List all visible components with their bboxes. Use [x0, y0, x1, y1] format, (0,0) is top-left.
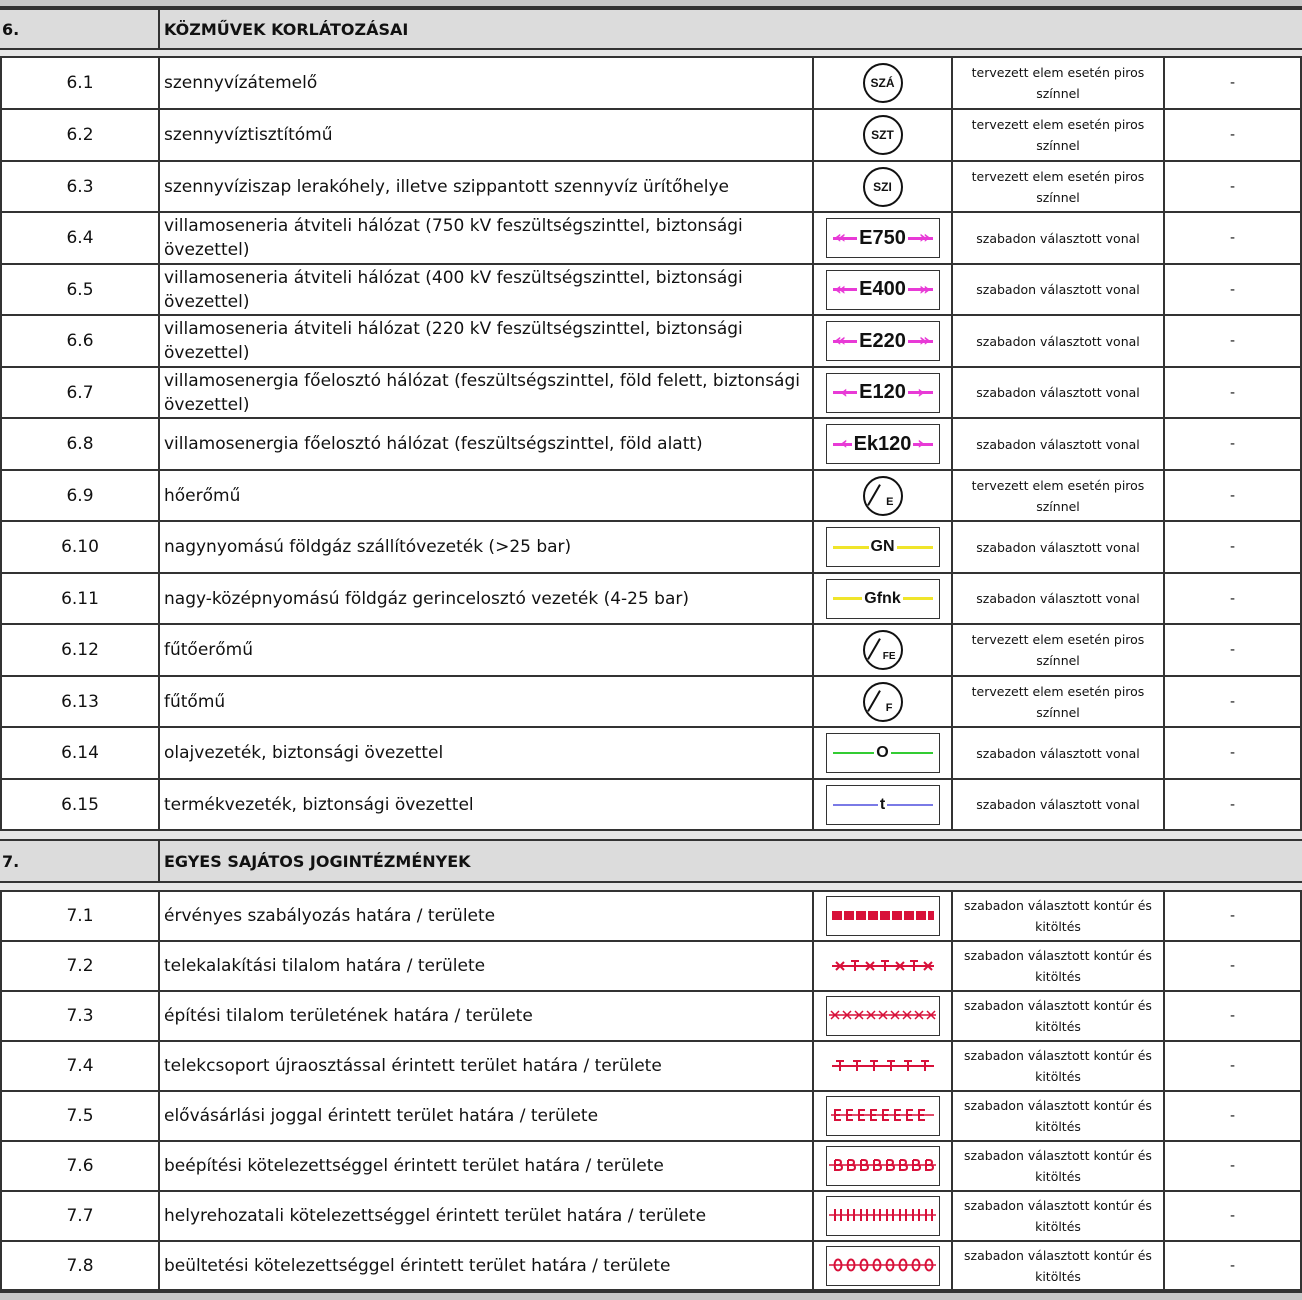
row-symbol [812, 522, 951, 572]
table-row [0, 1092, 1302, 1142]
row-extra: - [1163, 1142, 1302, 1190]
table-row [0, 677, 1302, 728]
sewage-pump-icon: SZÁ [863, 63, 903, 103]
row-name: beültetési kötelezettséggel érintett terület határa / területe [158, 1242, 812, 1289]
row-number: 6.13 [0, 677, 158, 726]
table-row [0, 471, 1302, 522]
row-symbol [812, 265, 951, 314]
row-symbol [812, 1142, 951, 1190]
row-number: 7.2 [0, 942, 158, 990]
table-row [0, 625, 1302, 677]
row-name: szennyvíztisztítómű [158, 110, 812, 160]
row-number: 6.14 [0, 728, 158, 778]
row-extra: - [1163, 728, 1302, 778]
preemption-right-boundary-icon [826, 1096, 940, 1136]
top-border [0, 0, 1302, 8]
row-description: tervezett elem esetén piros színnel [951, 110, 1163, 160]
building-ban-boundary-icon [826, 996, 940, 1036]
row-extra: - [1163, 1192, 1302, 1240]
row-description: szabadon választott kontúr és kitöltés [951, 992, 1163, 1040]
row-extra: - [1163, 625, 1302, 675]
gas-pipeline-icon: GN [826, 527, 940, 567]
row-extra: - [1163, 1242, 1302, 1289]
row-name: érvényes szabályozás határa / területe [158, 892, 812, 940]
section-number: 6. [2, 19, 20, 39]
row-name: villamoseneria átviteli hálózat (750 kV feszültségszinttel, biztonsági övezettel) [158, 213, 812, 263]
row-description: szabadon választott kontúr és kitöltés [951, 942, 1163, 990]
row-description: tervezett elem esetén piros színnel [951, 471, 1163, 520]
row-description: szabadon választott kontúr és kitöltés [951, 1042, 1163, 1090]
row-symbol [812, 625, 951, 675]
table-row [0, 522, 1302, 574]
sludge-site-icon: SZI [863, 167, 903, 207]
row-number: 7.8 [0, 1242, 158, 1289]
section-header-7 [0, 839, 1302, 883]
row-symbol [812, 892, 951, 940]
table-row [0, 1042, 1302, 1092]
row-number: 6.1 [0, 58, 158, 108]
row-name: telekcsoport újraosztással érintett terület határa / területe [158, 1042, 812, 1090]
table-row [0, 213, 1302, 265]
row-symbol [812, 1042, 951, 1090]
row-symbol [812, 316, 951, 366]
section-spacer [0, 883, 1302, 892]
row-extra: - [1163, 942, 1302, 990]
row-extra: - [1163, 677, 1302, 726]
restoration-obligation-boundary-icon [826, 1196, 940, 1236]
row-extra: - [1163, 368, 1302, 417]
row-number: 6.7 [0, 368, 158, 417]
row-name: fűtőmű [158, 677, 812, 726]
table-row [0, 1192, 1302, 1242]
row-number: 7.7 [0, 1192, 158, 1240]
product-pipeline-icon: t [826, 785, 940, 825]
row-symbol [812, 58, 951, 108]
table-row [0, 1142, 1302, 1192]
row-description: szabadon választott vonal [951, 316, 1163, 366]
section-spacer [0, 50, 1302, 58]
row-symbol [812, 780, 951, 829]
row-description: tervezett elem esetén piros színnel [951, 162, 1163, 211]
row-number: 6.10 [0, 522, 158, 572]
row-extra: - [1163, 265, 1302, 314]
row-name: olajvezeték, biztonsági övezettel [158, 728, 812, 778]
row-number: 6.5 [0, 265, 158, 314]
table-row [0, 368, 1302, 419]
power-line-120-icon: ‹ › E120 [826, 373, 940, 413]
row-name: villamoseneria átviteli hálózat (220 kV feszültségszinttel, biztonsági övezettel) [158, 316, 812, 366]
row-symbol [812, 1092, 951, 1140]
section-title: EGYES SAJÁTOS JOGINTÉZMÉNYEK [158, 841, 471, 881]
row-description: szabadon választott kontúr és kitöltés [951, 1192, 1163, 1240]
row-name: villamoseneria átviteli hálózat (400 kV feszültségszinttel, biztonsági övezettel) [158, 265, 812, 314]
parcel-reallocation-boundary-icon [826, 1046, 940, 1086]
row-description: tervezett elem esetén piros színnel [951, 58, 1163, 108]
row-number: 6.11 [0, 574, 158, 623]
table-row [0, 162, 1302, 213]
row-number: 6.4 [0, 213, 158, 263]
row-number: 6.8 [0, 419, 158, 469]
row-number: 6.9 [0, 471, 158, 520]
table-row [0, 992, 1302, 1042]
row-number: 7.5 [0, 1092, 158, 1140]
row-extra: - [1163, 419, 1302, 469]
table-row [0, 892, 1302, 942]
section-title: KÖZMŰVEK KORLÁTOZÁSAI [158, 10, 408, 48]
row-name: telekalakítási tilalom határa / területe [158, 942, 812, 990]
row-extra: - [1163, 471, 1302, 520]
row-name: villamosenergia főelosztó hálózat (feszültségszinttel, föld felett, biztonsági övezettel) [158, 368, 812, 417]
row-description: szabadon választott vonal [951, 728, 1163, 778]
row-number: 7.4 [0, 1042, 158, 1090]
row-extra: - [1163, 992, 1302, 1040]
table-row [0, 419, 1302, 471]
row-symbol [812, 368, 951, 417]
table-row [0, 942, 1302, 992]
row-name: nagynyomású földgáz szállítóvezeték (>25 bar) [158, 522, 812, 572]
row-symbol [812, 213, 951, 263]
row-extra: - [1163, 1042, 1302, 1090]
row-name: szennyvízátemelő [158, 58, 812, 108]
row-name: elővásárlási joggal érintett terület határa / területe [158, 1092, 812, 1140]
row-name: hőerőmű [158, 471, 812, 520]
row-name: fűtőerőmű [158, 625, 812, 675]
row-extra: - [1163, 522, 1302, 572]
row-description: szabadon választott vonal [951, 419, 1163, 469]
section-number: 7. [2, 851, 20, 871]
row-name: beépítési kötelezettséggel érintett terület határa / területe [158, 1142, 812, 1190]
table-row [0, 265, 1302, 316]
underground-power-line-icon: ‹ › Ek120 [826, 424, 940, 464]
row-number: 6.6 [0, 316, 158, 366]
row-name: helyrehozatali kötelezettséggel érintett terület határa / területe [158, 1192, 812, 1240]
row-description: szabadon választott vonal [951, 265, 1163, 314]
row-symbol [812, 1192, 951, 1240]
parcel-ban-boundary-icon [826, 946, 940, 986]
row-name: villamosenergia főelosztó hálózat (feszültségszinttel, föld alatt) [158, 419, 812, 469]
heating-power-plant-icon: FE [863, 630, 903, 670]
heating-plant-icon: F [863, 682, 903, 722]
row-symbol [812, 110, 951, 160]
row-symbol [812, 992, 951, 1040]
row-number: 6.2 [0, 110, 158, 160]
planting-obligation-boundary-icon [826, 1246, 940, 1286]
row-symbol [812, 728, 951, 778]
table-row [0, 58, 1302, 110]
power-plant-icon: E [863, 476, 903, 516]
row-extra: - [1163, 58, 1302, 108]
table-row [0, 574, 1302, 625]
row-extra: - [1163, 162, 1302, 211]
row-extra: - [1163, 780, 1302, 829]
gas-distribution-line-icon: Gfnk [826, 579, 940, 619]
building-obligation-boundary-icon [826, 1146, 940, 1186]
section-header-6 [0, 8, 1302, 50]
power-line-400-icon: « » E400 [826, 270, 940, 310]
row-description: tervezett elem esetén piros színnel [951, 677, 1163, 726]
row-description: szabadon választott vonal [951, 213, 1163, 263]
row-description: szabadon választott vonal [951, 522, 1163, 572]
power-line-750-icon: « » E750 [826, 218, 940, 258]
row-number: 7.6 [0, 1142, 158, 1190]
section-spacer [0, 831, 1302, 839]
row-number: 6.15 [0, 780, 158, 829]
row-extra: - [1163, 892, 1302, 940]
row-description: szabadon választott vonal [951, 780, 1163, 829]
row-description: tervezett elem esetén piros színnel [951, 625, 1163, 675]
row-extra: - [1163, 1092, 1302, 1140]
row-name: nagy-középnyomású földgáz gerincelosztó vezeték (4-25 bar) [158, 574, 812, 623]
table-row [0, 728, 1302, 780]
row-name: termékvezeték, biztonsági övezettel [158, 780, 812, 829]
table-row [0, 110, 1302, 162]
row-symbol [812, 1242, 951, 1289]
row-description: szabadon választott kontúr és kitöltés [951, 1092, 1163, 1140]
row-description: szabadon választott vonal [951, 574, 1163, 623]
row-extra: - [1163, 213, 1302, 263]
bottom-border [0, 1291, 1302, 1300]
valid-regulation-boundary-icon [826, 896, 940, 936]
row-name: építési tilalom területének határa / területe [158, 992, 812, 1040]
row-number: 6.12 [0, 625, 158, 675]
sewage-plant-icon: SZT [863, 115, 903, 155]
row-symbol [812, 574, 951, 623]
row-description: szabadon választott kontúr és kitöltés [951, 892, 1163, 940]
row-description: szabadon választott vonal [951, 368, 1163, 417]
row-symbol [812, 419, 951, 469]
row-symbol [812, 942, 951, 990]
row-extra: - [1163, 316, 1302, 366]
row-description: szabadon választott kontúr és kitöltés [951, 1142, 1163, 1190]
table-row [0, 780, 1302, 831]
row-symbol [812, 162, 951, 211]
row-number: 7.3 [0, 992, 158, 1040]
row-extra: - [1163, 110, 1302, 160]
row-number: 6.3 [0, 162, 158, 211]
row-symbol [812, 471, 951, 520]
oil-pipeline-icon: O [826, 733, 940, 773]
row-symbol [812, 677, 951, 726]
row-extra: - [1163, 574, 1302, 623]
power-line-220-icon: « » E220 [826, 321, 940, 361]
row-number: 7.1 [0, 892, 158, 940]
row-name: szennyvíziszap lerakóhely, illetve szippantott szennyvíz ürítőhelye [158, 162, 812, 211]
row-description: szabadon választott kontúr és kitöltés [951, 1242, 1163, 1289]
table-row [0, 316, 1302, 368]
table-row [0, 1242, 1302, 1291]
